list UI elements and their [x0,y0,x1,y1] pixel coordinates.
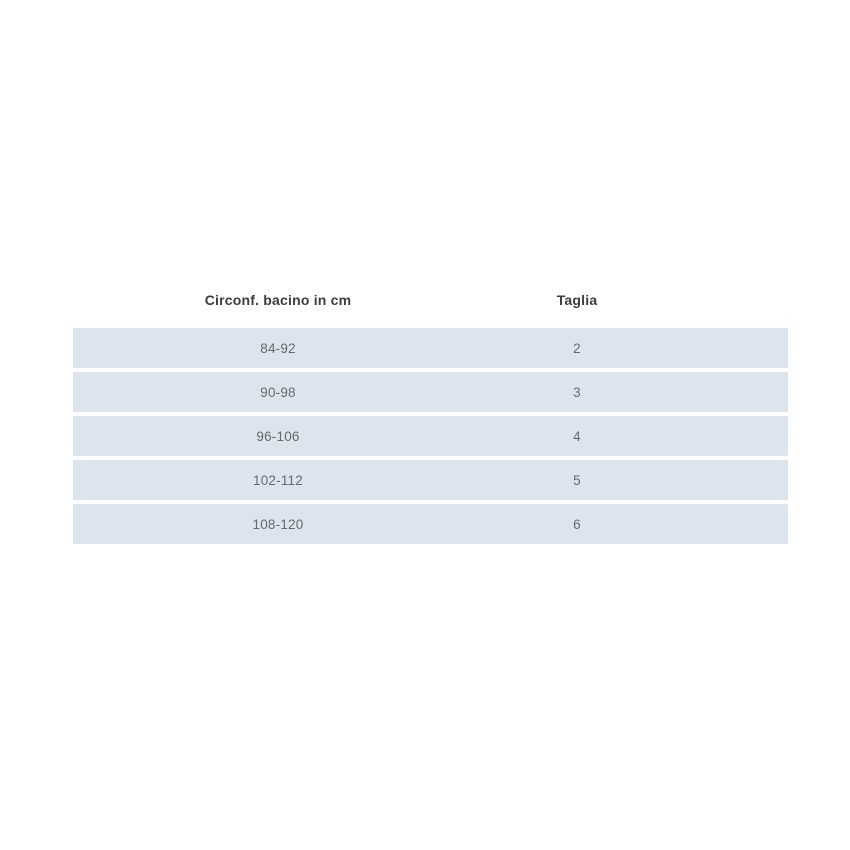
table-header-row [73,286,788,314]
cell-taglia: 2 [573,340,581,356]
table-row [73,328,788,368]
cell-circonf: 84-92 [260,340,296,356]
cell-circonf: 96-106 [256,428,300,444]
cell-circonf: 90-98 [260,384,296,400]
cell-circonf: 102-112 [253,472,303,488]
table-row [73,504,788,544]
table-row [73,372,788,412]
cell-circonf: 108-120 [252,516,304,532]
size-table [73,286,788,544]
cell-taglia: 4 [573,428,581,444]
column-header-circonf: Circonf. bacino in cm [204,292,352,308]
table-row [73,460,788,500]
column-header-taglia: Taglia [556,292,598,308]
cell-taglia: 3 [573,384,581,400]
cell-taglia: 6 [573,516,581,532]
table-row [73,416,788,456]
cell-taglia: 5 [573,472,581,488]
